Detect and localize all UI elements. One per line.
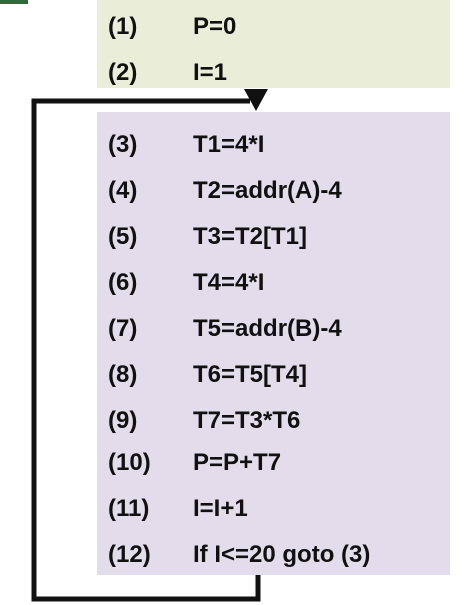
line-code: I=I+1 — [193, 495, 248, 522]
line-number: (2) — [108, 59, 138, 86]
line-number: (5) — [108, 223, 138, 250]
line-number: (9) — [108, 407, 138, 434]
line-code: P=0 — [193, 13, 237, 40]
line-code: T1=4*I — [193, 131, 265, 158]
line-code: I=1 — [193, 59, 228, 86]
line-number: (6) — [108, 269, 138, 296]
loop-back-edge — [34, 101, 258, 599]
line-number: (1) — [108, 13, 138, 40]
line-code: T7=T3*T6 — [193, 407, 301, 434]
line-code: T6=T5[T4] — [193, 361, 308, 388]
line-code: T5=addr(B)-4 — [193, 315, 342, 342]
line-number: (3) — [108, 131, 138, 158]
line-code: T2=addr(A)-4 — [193, 177, 342, 204]
line-number: (12) — [108, 541, 151, 568]
line-number: (7) — [108, 315, 138, 342]
line-number: (10) — [108, 449, 151, 476]
line-code: T3=T2[T1] — [193, 223, 308, 250]
line-number: (11) — [108, 495, 150, 522]
line-code: If I<=20 goto (3) — [193, 541, 371, 568]
line-code: P=P+T7 — [193, 449, 282, 476]
line-number: (8) — [108, 361, 138, 388]
line-code: T4=4*I — [193, 269, 265, 296]
line-number: (4) — [108, 177, 138, 204]
